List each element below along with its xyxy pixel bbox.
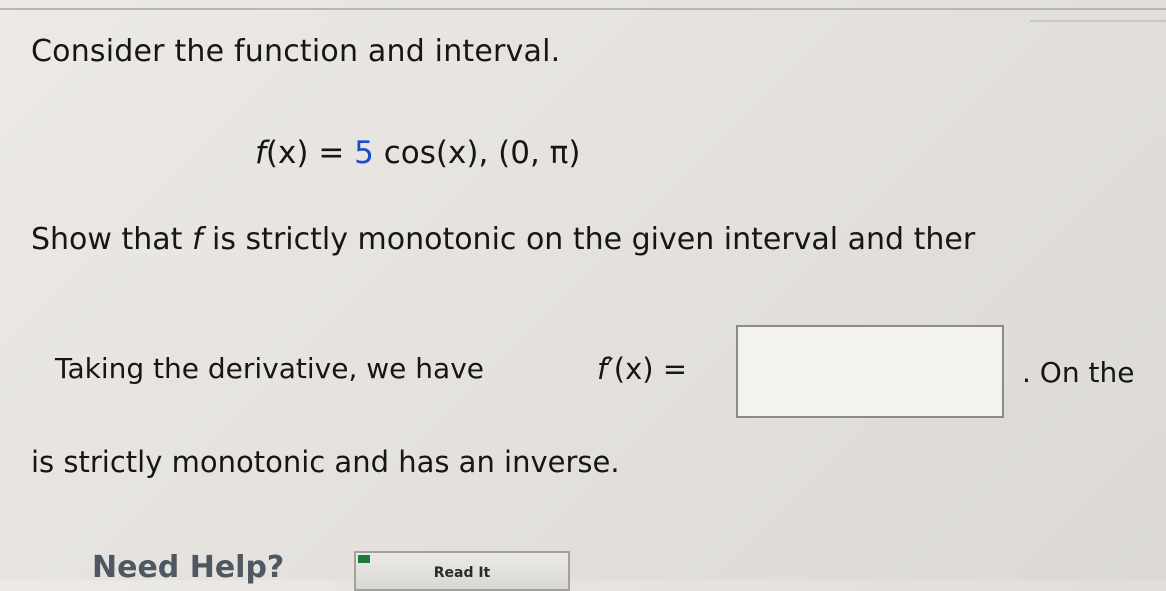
fprime-rest: ′(x) = bbox=[607, 352, 688, 386]
function-definition bbox=[255, 135, 580, 171]
instruction-var: f bbox=[191, 222, 203, 257]
instruction-text bbox=[31, 222, 975, 257]
function-name: f bbox=[255, 135, 266, 171]
derivative-answer-input[interactable] bbox=[736, 325, 1004, 418]
function-args: (x) bbox=[265, 135, 309, 171]
question-heading: Consider the function and interval. bbox=[31, 34, 561, 69]
derivative-expression bbox=[597, 352, 687, 386]
coefficient: 5 bbox=[354, 135, 374, 171]
right-divider bbox=[1030, 20, 1166, 22]
instruction-suffix: is strictly monotonic on the given interval and ther bbox=[202, 222, 976, 257]
instruction-prefix: Show that bbox=[31, 222, 192, 257]
equals-sign: = bbox=[308, 135, 355, 171]
derivative-prompt: Taking the derivative, we have bbox=[55, 352, 484, 385]
fprime-name: f bbox=[597, 352, 608, 386]
after-box-text: . On the bbox=[1022, 356, 1135, 389]
read-it-button[interactable]: Read It bbox=[354, 551, 570, 591]
top-divider bbox=[0, 8, 1166, 10]
conclusion-text: is strictly monotonic and has an inverse. bbox=[31, 445, 620, 479]
need-help-label: Need Help? bbox=[92, 550, 285, 585]
function-body: cos(x), (0, π) bbox=[373, 135, 581, 171]
